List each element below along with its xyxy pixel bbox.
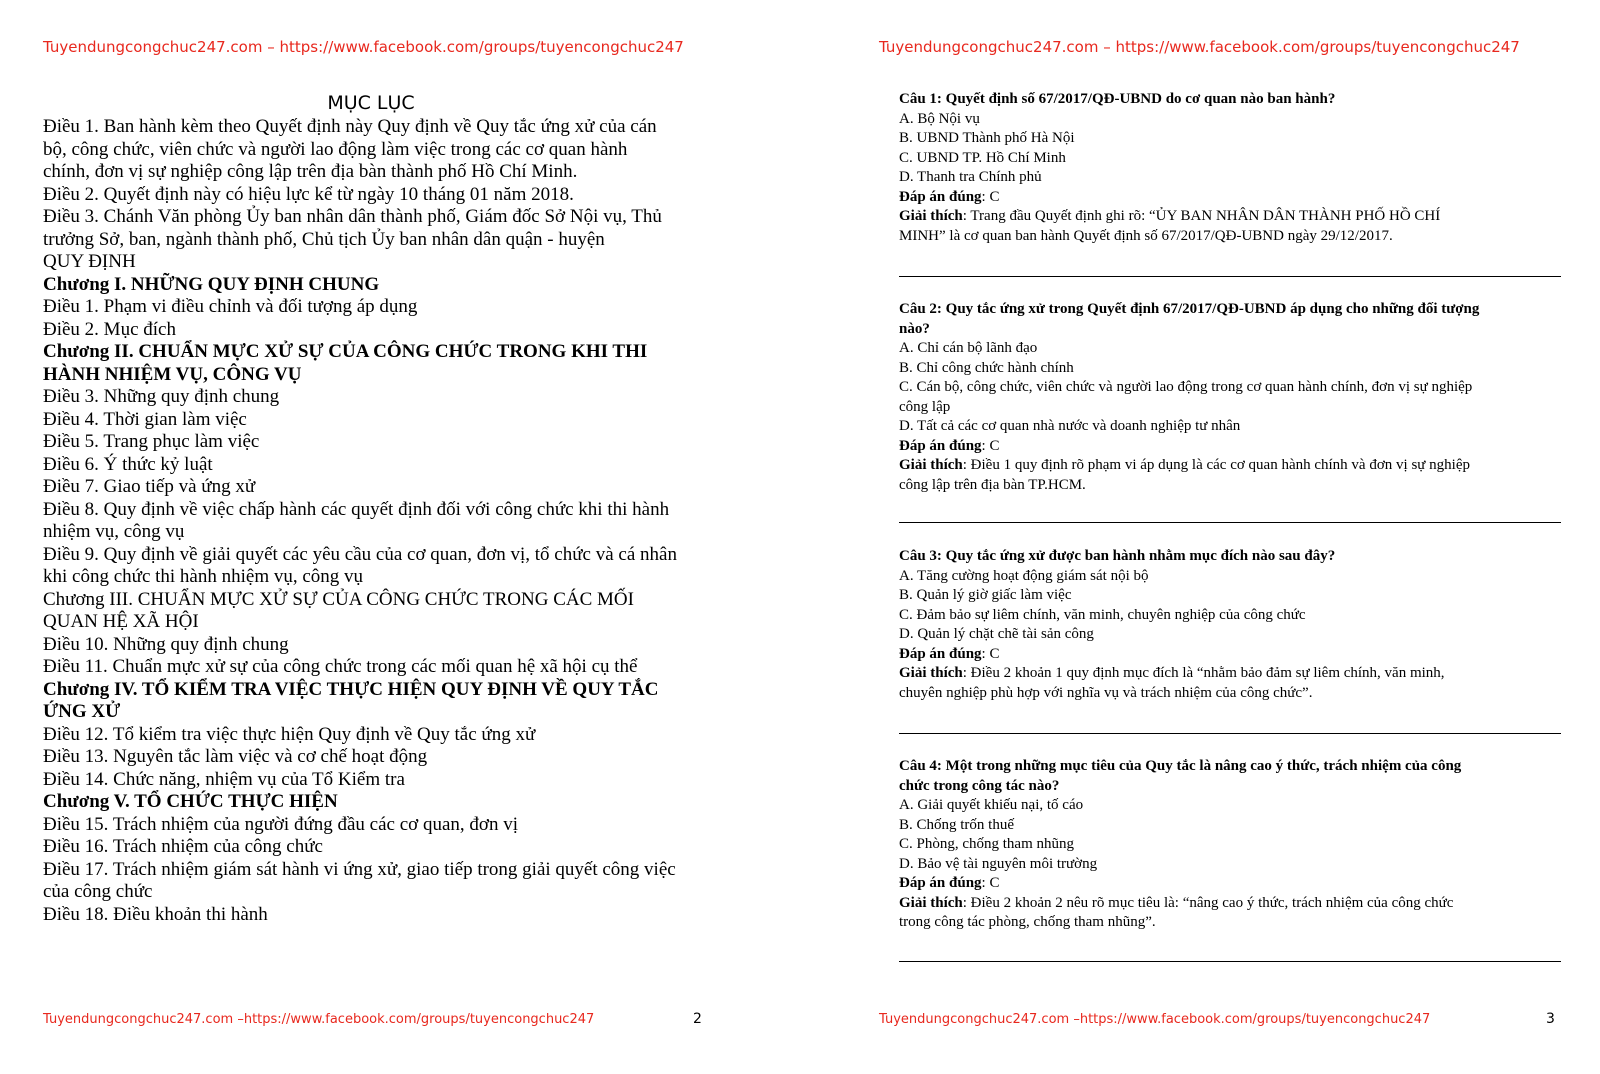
question-block — [899, 90, 1559, 246]
explanation-line: trong công tác phòng, chống tham nhũng”. — [899, 914, 1156, 930]
explanation-text — [899, 664, 1559, 684]
toc-line: của công chức — [43, 881, 153, 902]
toc-line: Điều 3. Chánh Văn phòng Ủy ban nhân dân thành phố, Giám đốc Sở Nội vụ, Thủ — [43, 206, 662, 227]
correct-answer-label: Đáp án đúng — [899, 645, 982, 662]
explanation-text — [899, 684, 1559, 704]
question-text: nào? — [899, 320, 930, 337]
explanation-label: Giải thích — [899, 894, 963, 911]
answer-option: D. Tất cả các cơ quan nhà nước và doanh nghiệp tư nhân — [899, 418, 1241, 434]
toc-line: Điều 2. Mục đích — [43, 318, 176, 340]
answer-option: B. Quản lý giờ giấc làm việc — [899, 587, 1072, 603]
answer-option: công lập — [899, 398, 951, 415]
question-text: Câu 1: Quyết định số 67/2017/QĐ-UBND do cơ quan nào ban hành? — [899, 91, 1336, 107]
toc-line: Điều 18. Điều khoản thi hành — [43, 903, 268, 925]
explanation-line: : Điều 1 quy định rõ phạm vi áp dụng là các cơ quan hành chính và đơn vị sự nghiệp — [962, 457, 1470, 473]
answer-option: D. Thanh tra Chính phủ — [899, 169, 1042, 185]
toc-line: Điều 9. Quy định về giải quyết các yêu cầu của cơ quan, đơn vị, tổ chức và cá nhân — [43, 543, 677, 565]
answer-option: A. Tăng cường hoạt động giám sát nội bộ — [899, 567, 1149, 584]
toc-line: Điều 17. Trách nhiệm giám sát hành vi ứng xử, giao tiếp trong giải quyết công việc — [43, 858, 676, 880]
toc-line: Điều 7. Giao tiếp và ứng xử — [43, 476, 256, 497]
correct-answer-label: Đáp án đúng — [899, 875, 982, 891]
toc-chapter-line: ỨNG XỬ — [43, 701, 121, 722]
correct-answer-value: : C — [981, 188, 1000, 205]
answer-option: A. Giải quyết khiếu nại, tố cáo — [899, 797, 1084, 813]
page-number: 3 — [1546, 1011, 1555, 1027]
question-text: Câu 4: Một trong những mục tiêu của Quy tắc là nâng cao ý thức, trách nhiệm của công — [899, 758, 1462, 774]
correct-answer — [899, 437, 1559, 457]
question-divider — [899, 733, 1561, 734]
answer-option: B. UBND Thành phố Hà Nội — [899, 130, 1075, 146]
correct-answer-value: : C — [981, 437, 1000, 454]
toc-line: QUAN HỆ XÃ HỘI — [43, 611, 199, 632]
toc-line: chính, đơn vị sự nghiệp công lập trên địa bàn thành phố Hồ Chí Minh. — [43, 161, 578, 182]
correct-answer-label: Đáp án đúng — [899, 188, 982, 205]
explanation-line: chuyên nghiệp phù hợp với nghĩa vụ và trách nhiệm của công chức”. — [899, 684, 1313, 701]
page-footer-link[interactable]: Tuyendungcongchuc247.com –https://www.facebook.com/groups/tuyencongchuc247 — [879, 1012, 1431, 1027]
explanation-text — [899, 456, 1559, 476]
explanation-label: Giải thích — [899, 208, 963, 224]
explanation-text — [899, 207, 1559, 227]
toc-line: Điều 2. Quyết định này có hiệu lực kể từ ngày 10 tháng 01 năm 2018. — [43, 183, 574, 205]
answer-option: A. Bộ Nội vụ — [899, 110, 980, 127]
answer-option: D. Bảo vệ tài nguyên môi trường — [899, 855, 1098, 872]
toc-line: Điều 1. Ban hành kèm theo Quyết định này Quy định về Quy tắc ứng xử của cán — [43, 116, 657, 137]
correct-answer-label: Đáp án đúng — [899, 437, 982, 454]
explanation-line: MINH” là cơ quan ban hành Quyết định số 67/2017/QĐ-UBND ngày 29/12/2017. — [899, 227, 1393, 244]
toc-line: Điều 6. Ý thức kỷ luật — [43, 453, 213, 475]
question-block — [899, 757, 1559, 933]
explanation-text — [899, 894, 1559, 914]
toc-chapter-line: Chương IV. TỔ KIỂM TRA VIỆC THỰC HIỆN QUY ĐỊNH VỀ QUY TẮC — [43, 678, 659, 700]
question-text: Câu 2: Quy tắc ứng xử trong Quyết định 67/2017/QĐ-UBND áp dụng cho những đối tượng — [899, 301, 1480, 317]
toc-line: Điều 11. Chuẩn mực xử sự của công chức trong các mối quan hệ xã hội cụ thể — [43, 656, 638, 677]
page-header-link[interactable]: Tuyendungcongchuc247.com – https://www.facebook.com/groups/tuyencongchuc247 — [43, 38, 684, 56]
explanation-line: công lập trên địa bàn TP.HCM. — [899, 476, 1086, 493]
toc-line: Điều 10. Những quy định chung — [43, 633, 289, 655]
toc-line: Điều 12. Tổ kiểm tra việc thực hiện Quy định về Quy tắc ứng xử — [43, 723, 536, 745]
toc-line: khi công chức thi hành nhiệm vụ, công vụ — [43, 566, 364, 587]
document-page-right — [800, 0, 1600, 1074]
question-text: Câu 3: Quy tắc ứng xử được ban hành nhằm mục đích nào sau đây? — [899, 548, 1336, 564]
page-number: 2 — [693, 1011, 702, 1027]
explanation-line: : Điều 2 khoản 2 nêu rõ mục tiêu là: “nâng cao ý thức, trách nhiệm của công chức — [962, 894, 1454, 911]
correct-answer-value: : C — [981, 645, 1000, 662]
answer-option: C. Đảm bảo sự liêm chính, văn minh, chuyên nghiệp của công chức — [899, 606, 1306, 623]
explanation-line: : Điều 2 khoản 1 quy định mục đích là “nhằm bảo đảm sự liêm chính, văn minh, — [962, 665, 1445, 681]
toc-line: nhiệm vụ, công vụ — [43, 521, 185, 542]
answer-option: B. Chỉ công chức hành chính — [899, 359, 1074, 376]
answer-option: A. Chỉ cán bộ lãnh đạo — [899, 340, 1038, 356]
explanation-text — [899, 913, 1559, 933]
toc-chapter-line: Chương II. CHUẨN MỰC XỬ SỰ CỦA CÔNG CHỨC TRONG KHI THI — [43, 341, 648, 362]
answer-option: D. Quản lý chặt chẽ tài sản công — [899, 626, 1094, 642]
question-block — [899, 300, 1559, 495]
toc-chapter-line: HÀNH NHIỆM VỤ, CÔNG VỤ — [43, 363, 302, 385]
question-divider — [899, 522, 1561, 523]
answer-option: C. UBND TP. Hồ Chí Minh — [899, 149, 1066, 166]
toc-line: Điều 16. Trách nhiệm của công chức — [43, 836, 323, 857]
explanation-text — [899, 476, 1559, 496]
correct-answer — [899, 645, 1559, 665]
explanation-label: Giải thích — [899, 457, 963, 473]
page-header-link[interactable]: Tuyendungcongchuc247.com – https://www.facebook.com/groups/tuyencongchuc247 — [879, 38, 1520, 56]
toc-chapter-line: Chương V. TỔ CHỨC THỰC HIỆN — [43, 791, 338, 812]
answer-option: C. Cán bộ, công chức, viên chức và người lao động trong cơ quan hành chính, đơn vị sự nghiệp — [899, 379, 1473, 395]
table-of-contents — [43, 116, 703, 926]
toc-line: QUY ĐỊNH — [43, 251, 136, 272]
toc-line: Điều 13. Nguyên tắc làm việc và cơ chế hoạt động — [43, 746, 428, 767]
toc-line: trưởng Sở, ban, ngành thành phố, Chủ tịch Ủy ban nhân dân quận - huyện — [43, 228, 605, 250]
correct-answer — [899, 874, 1559, 894]
toc-line: Điều 8. Quy định về việc chấp hành các quyết định đối với công chức khi thi hành — [43, 498, 670, 520]
toc-line: Điều 14. Chức năng, nhiệm vụ của Tổ Kiểm tra — [43, 768, 405, 790]
toc-line: Điều 1. Phạm vi điều chỉnh và đối tượng áp dụng — [43, 296, 418, 317]
toc-line: Điều 15. Trách nhiệm của người đứng đầu các cơ quan, đơn vị — [43, 813, 518, 835]
toc-line: Điều 4. Thời gian làm việc — [43, 408, 247, 430]
toc-line: Chương III. CHUẨN MỰC XỬ SỰ CỦA CÔNG CHỨC TRONG CÁC MỐI — [43, 588, 634, 610]
answer-option: B. Chống trốn thuế — [899, 816, 1014, 833]
question-block — [899, 547, 1559, 703]
page-footer-link[interactable]: Tuyendungcongchuc247.com –https://www.facebook.com/groups/tuyencongchuc247 — [43, 1012, 595, 1027]
toc-line: Điều 5. Trang phục làm việc — [43, 431, 260, 452]
correct-answer — [899, 188, 1559, 208]
question-text: chức trong công tác nào? — [899, 777, 1060, 794]
answer-option: C. Phòng, chống tham nhũng — [899, 836, 1074, 852]
correct-answer-value: : C — [981, 875, 1000, 891]
toc-line: bộ, công chức, viên chức và người lao động làm việc trong các cơ quan hành — [43, 138, 628, 160]
toc-chapter-line: Chương I. NHỮNG QUY ĐỊNH CHUNG — [43, 273, 380, 295]
explanation-label: Giải thích — [899, 665, 963, 681]
explanation-line: : Trang đầu Quyết định ghi rõ: “ỦY BAN NHÂN DÂN THÀNH PHỐ HỒ CHÍ — [962, 208, 1441, 224]
question-divider — [899, 961, 1561, 962]
toc-title: MỤC LỤC — [327, 92, 415, 114]
explanation-text — [899, 227, 1559, 247]
question-divider — [899, 276, 1561, 277]
toc-line: Điều 3. Những quy định chung — [43, 386, 280, 407]
